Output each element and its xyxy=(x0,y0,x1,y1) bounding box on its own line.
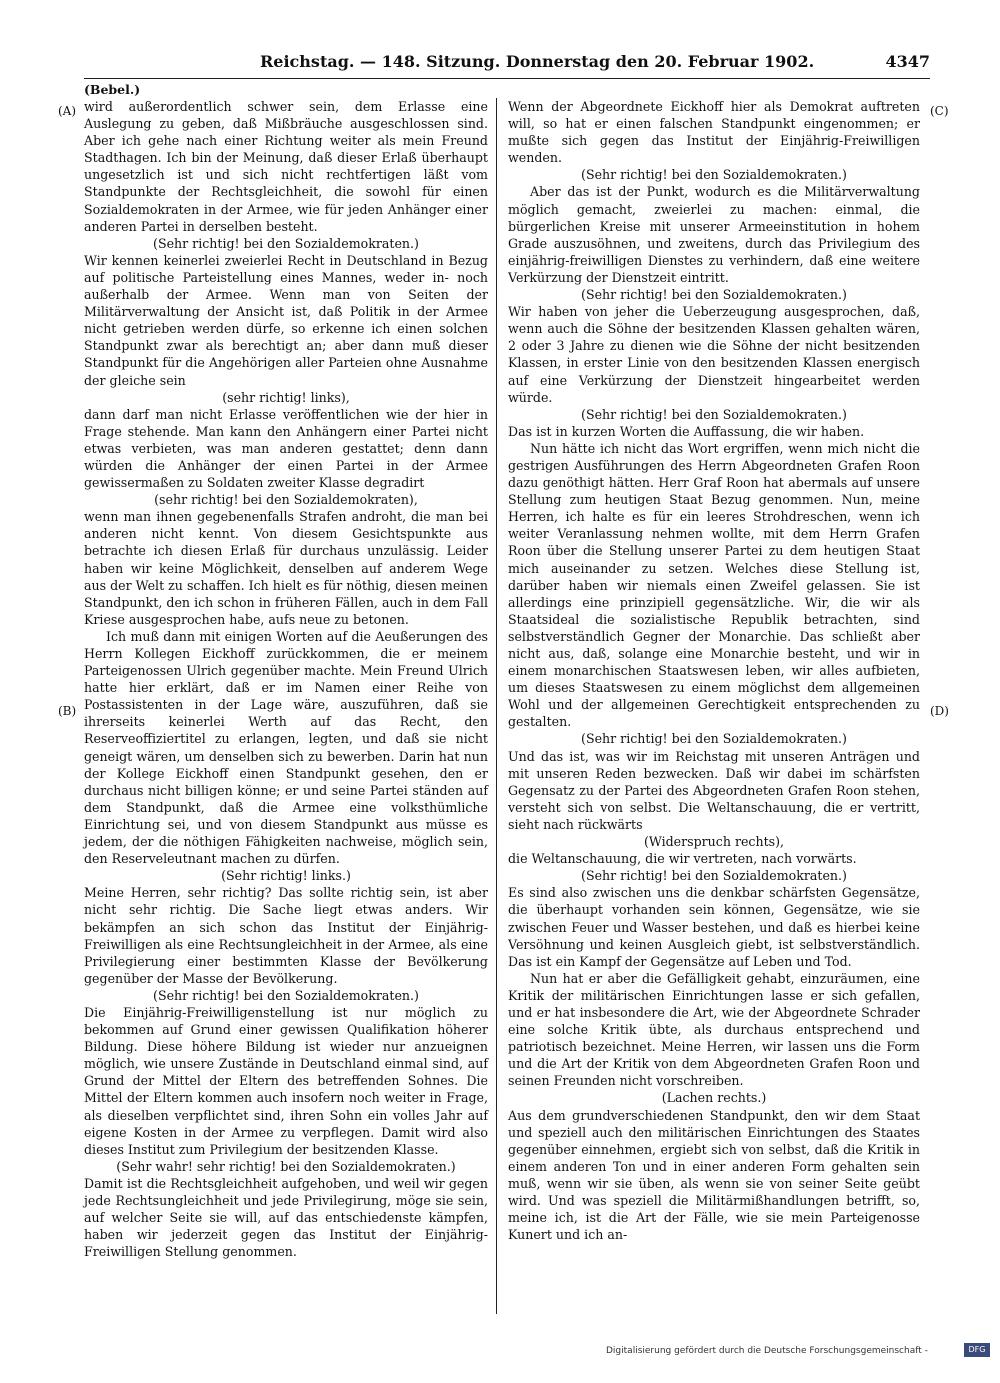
interjection: (Sehr richtig! links.) xyxy=(221,868,351,884)
interjection: (Sehr richtig! bei den Sozialdemokraten.) xyxy=(581,731,847,747)
interjection: (Sehr richtig! bei den Sozialdemokraten.) xyxy=(581,287,847,303)
paragraph: Wenn der Abgeordnete Eickhoff hier als Demokrat auftreten will, so hat er einen falschen Standpunkt eingenommen; er mußte sich gegen das Institut der Einjährig-Freiwilligen wenden. xyxy=(508,99,920,166)
paragraph: wird außerordentlich schwer sein, dem Erlasse eine Auslegung zu geben, daß Mißbräuche ausgeschlossen sind. Aber ich gehe nach einer Richtung weiter als mein Freund Stadthagen. Ich bin der Meinung, daß dieser Erlaß überhaupt ungesetzlich ist und sich nicht rechtfertigen läßt vom Standpunkte der Rechtsgleichheit, die sowohl für einen Sozialdemokraten in der Armee, wie für jeden Anhänger einer anderen Partei in derselben besteht. xyxy=(84,99,488,234)
dfg-logo: DFG xyxy=(964,1343,990,1357)
interjection: (sehr richtig! bei den Sozialdemokraten), xyxy=(154,492,418,508)
running-header xyxy=(80,52,930,76)
interjection: (sehr richtig! links), xyxy=(222,389,350,405)
interjection: (Widerspruch rechts), xyxy=(643,834,785,850)
paragraph: Damit ist die Rechtsgleichheit aufgehoben, und weil wir gegen jede Rechtsungleichheit und jede Privilegirung, möge sie sein, auf welcher Seite sie will, auf das entschiedenste kämpfen, haben wir jederzeit gegen das Institut der Einjährig-Freiwilligen Stellung genommen. xyxy=(84,1175,488,1260)
interjection: (Lachen rechts.) xyxy=(661,1090,767,1106)
header-title: Reichstag. — 148. Sitzung. Donnerstag den 20. Februar 1902. xyxy=(260,52,815,71)
interjection: (Sehr wahr! sehr richtig! bei den Sozialdemokraten.) xyxy=(116,1158,456,1174)
footer-credit: Digitalisierung gefördert durch die Deutsche Forschungsgemeinschaft - xyxy=(606,1346,928,1356)
column-divider xyxy=(496,98,497,1314)
margin-marker-d: (D) xyxy=(930,704,949,718)
paragraph: dann darf man nicht Erlasse veröffentlichen wie der hier in Frage stehende. Man kann den Anhängern einer Partei nicht etwas verbieten, was man anderen gestattet; denn dann würden die Anhänger der einen Partei in der Armee gewissermaßen zu Soldaten zweiter Klasse degradirt xyxy=(84,406,488,491)
paragraph: Aber das ist der Punkt, wodurch es die Militärverwaltung möglich gemacht, zweierlei zu machen: einmal, die bürgerlichen Kreise mit unserer Armeeinstitution in hohem Grade auszusöhnen, und zweitens, durch das Privilegium des einjährig-freiwilligen Dienstes zu verhindern, daß eine weitere Verkürzung der Dienstzeit eintritt. xyxy=(508,184,920,285)
paragraph: Und das ist, was wir im Reichstag mit unseren Anträgen und mit unseren Reden bezwecken. Daß wir dabei im schärfsten Gegensatz zu der Partei des Abgeordneten Grafen Roon stehen, versteht sich von selbst. Die Weltanschauung, die er vertritt, sieht nach rückwärts xyxy=(508,748,920,832)
paragraph: Wir kennen keinerlei zweierlei Recht in Deutschland in Bezug auf politische Parteistellung eines Mannes, weder in- noch außerhalb der Armee. Wenn man von Seiten der Militärverwaltung der Ansicht ist, daß Politik in der Armee nicht getrieben werden dürfe, so erkenne ich einen solchen Standpunkt zwar als berechtigt an; aber dann muß dieser Standpunkt für die Angehörigen aller Parteien ohne Ausnahme der gleiche sein xyxy=(84,252,488,388)
interjection: (Sehr richtig! bei den Sozialdemokraten.) xyxy=(581,167,847,183)
paragraph: Ich muß dann mit einigen Worten auf die Aeußerungen des Herrn Kollegen Eickhoff zurückkommen, die er meinem Parteigenossen Ulrich gegenüber machte. Mein Freund Ulrich hatte hier erklärt, daß er im Namen einer Reihe von Postassistenten in der Lage wäre, auszuführen, daß sie ihrerseits keinerlei Werth auf das Recht, den Reserveoffiziertitel zu erlangen, legten, und daß sie nicht geneigt wären, um denselben sich zu bewerben. Darin hat nun der Kollege Eickhoff einen Standpunkt gesehen, den er durchaus nicht billigen könne; er und seine Partei ständen auf dem Standpunkt, daß die Armee eine volksthümliche Einrichtung sei, und von diesem Standpunkt aus müsse es jedem, der die nöthigen Fähigkeiten nachweise, möglich sein, den Reserveleutnant machen zu dürfen. xyxy=(84,628,488,867)
interjection: (Sehr richtig! bei den Sozialdemokraten.) xyxy=(153,987,419,1003)
paragraph: Nun hat er aber die Gefälligkeit gehabt, einzuräumen, eine Kritik der militärischen Einrichtungen lasse er sich gefallen, und er hat insbesondere die Art, wie der Abgeordnete Schrader eine solche Kritik übte, als durchaus entsprechend und patriotisch bezeichnet. Meine Herren, wir lassen uns die Form und die Art der Kritik von dem Abgeordneten Grafen Roon und seinen Freunden nicht vorschreiben. xyxy=(508,970,920,1089)
margin-marker-a: (A) xyxy=(58,104,77,118)
left-column xyxy=(84,98,488,1260)
paragraph: Meine Herren, sehr richtig? Das sollte richtig sein, ist aber nicht sehr richtig. Die Sache liegt etwas anders. Wir bekämpfen an sich schon das Institut der Einjährig-Freiwilligen als eine Rechtsungleichheit in der Armee, als eine Privilegierung einer bestimmten Klasse der Bevölkerung gegenüber der Masse der Bevölkerung. xyxy=(84,885,488,986)
page-number: 4347 xyxy=(885,52,930,71)
interjection: (Sehr richtig! bei den Sozialdemokraten.) xyxy=(581,406,847,422)
paragraph: Die Einjährig-Freiwilligenstellung ist nur möglich zu bekommen auf Grund einer gewissen Qualifikation höherer Bildung. Diese höhere Bildung ist wieder nur anzueignen möglich, wie unsere Zustände in Deutschland einmal sind, auf Grund der Mittel der Eltern des betreffenden Sohnes. Die Mittel der Eltern kommen auch insofern noch weiter in Frage, als dieselben verpflichtet sind, ihren Sohn ein volles Jahr auf eigene Kosten in der Armee zu verpflegen. Damit wird also dieses Institut zum Privilegium der besitzenden Klasse. xyxy=(84,1004,488,1157)
paragraph: Das ist in kurzen Worten die Auffassung, die wir haben. xyxy=(508,423,865,439)
paragraph: Wir haben von jeher die Ueberzeugung ausgesprochen, daß, wenn auch die Söhne der besitzenden Klassen gehalten wären, 2 oder 3 Jahre zu dienen wie die Söhne der nicht besitzenden Klassen, in erster Linie von den besitzenden Klassen energisch auf eine Verkürzung der Dienstzeit hingearbeitet werden würde. xyxy=(508,304,920,405)
paragraph: wenn man ihnen gegebenenfalls Strafen androht, die man bei anderen nicht kennt. Von diesem Gesichtspunkte aus betrachte ich diesen Erlaß für durchaus unzulässig. Leider haben wir keine Möglichkeit, denselben auf anderem Wege aus der Welt zu schaffen. Ich hielt es für nöthig, diesen meinen Standpunkt, den ich schon in früheren Fällen, auch in dem Fall Kriese ausgesprochen habe, aufs neue zu betonen. xyxy=(84,509,488,627)
paragraph: die Weltanschauung, die wir vertreten, nach vorwärts. xyxy=(508,851,857,867)
right-column xyxy=(508,98,920,1243)
header-rule xyxy=(84,78,930,79)
interjection: (Sehr richtig! bei den Sozialdemokraten.) xyxy=(153,235,419,251)
margin-marker-c: (C) xyxy=(930,104,949,118)
paragraph: Aus dem grundverschiedenen Standpunkt, den wir dem Staat und speziell auch den militärischen Einrichtungen des Staates gegenüber einnehmen, ergiebt sich von selbst, daß die Kritik in einem anderen Ton und in einer anderen Form gehalten sein muß, wenn wir sie üben, als wenn sie von seiner Seite geübt wird. Und was speziell die Militärmißhandlungen betrifft, so, meine ich, ist die Art der Fälle, wie sie mein Parteigenosse Kunert und ich an- xyxy=(508,1107,920,1243)
speaker-name: (Bebel.) xyxy=(84,82,141,97)
paragraph: Es sind also zwischen uns die denkbar schärfsten Gegensätze, die überhaupt vorhanden sein können, Gegensätze, wie sie zwischen Feuer und Wasser bestehen, und daß es hierbei keine Versöhnung und keinen Ausgleich giebt, ist selbstverständlich. Das ist ein Kampf der Gegensätze auf Leben und Tod. xyxy=(508,885,920,969)
paragraph: Nun hätte ich nicht das Wort ergriffen, wenn mich nicht die gestrigen Ausführungen des Herrn Abgeordneten Grafen Roon dazu genöthigt hätten. Herr Graf Roon hat abermals auf unsere Stellung zum heutigen Staat Bezug genommen. Nun, meine Herren, ich halte es für ein leeres Strohdreschen, wenn ich weiter Veranlassung nehmen wollte, mit dem Herrn Grafen Roon über die Stellung unserer Partei zu dem heutigen Staat mich auseinander zu setzen. Welches diese Stellung ist, darüber haben wir niemals einen Zweifel gelassen. Sie ist allerdings eine prinzipiell gegensätzliche. Wir, die wir als Staatsideal die sozialistische Republik betrachten, sind selbstverständlich Gegner der Monarchie. Das schließt aber nicht aus, daß, solange eine Monarchie besteht, und wir in einem monarchischen Staatswesen leben, wir alles aufbieten, um dieses Staatswesen zu einem möglichst dem allgemeinen Wohl und der allgemeinen Gerechtigkeit entsprechenden zu gestalten. xyxy=(508,440,920,730)
interjection: (Sehr richtig! bei den Sozialdemokraten.) xyxy=(581,868,847,884)
margin-marker-b: (B) xyxy=(58,704,77,718)
